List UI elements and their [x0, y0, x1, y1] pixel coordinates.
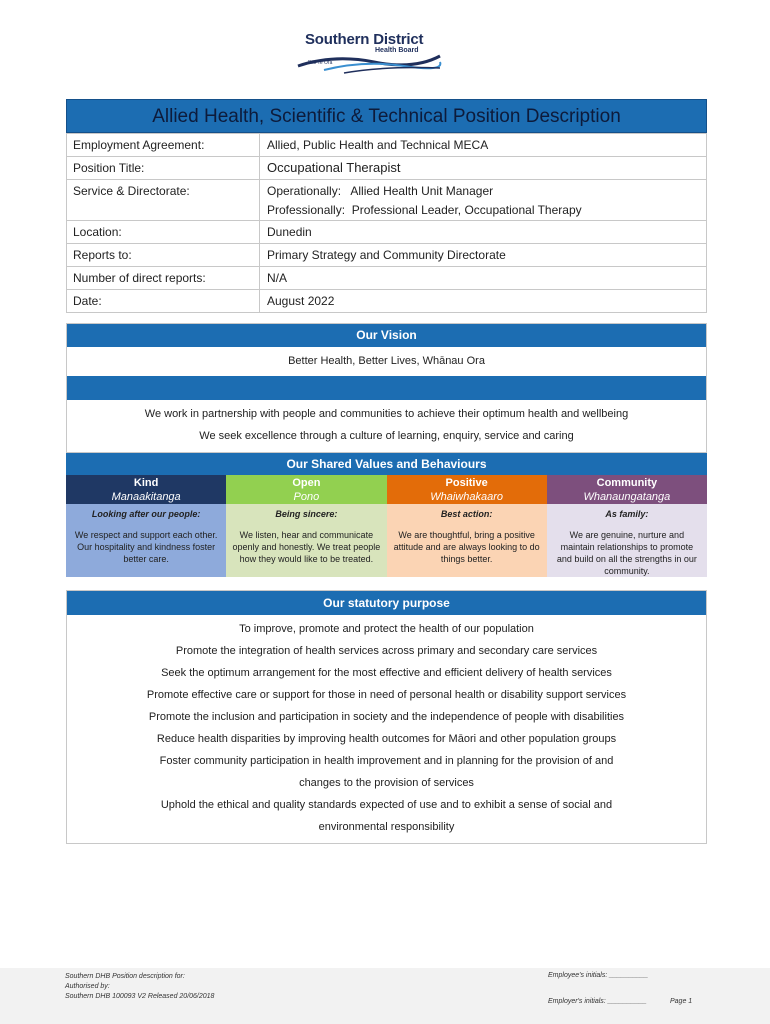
value-name: Kind: [133, 477, 159, 489]
value-text: We listen, hear and communicate openly and honestly. We treat people how they would like to be treated.: [232, 530, 381, 564]
purpose-list: [67, 615, 706, 838]
direct-reports-label: Number of direct reports:: [67, 267, 260, 290]
value-text: We are genuine, nurture and maintain relationships to promote and build on all the strengths in our community.: [556, 530, 697, 576]
value-body: [387, 504, 547, 577]
value-name: Positive: [445, 477, 488, 489]
list-item: To improve, promote and protect the health of our population: [239, 623, 534, 635]
vision-heading: Our Vision: [67, 324, 706, 347]
table-row: [67, 221, 707, 244]
list-item: changes to the provision of services: [299, 777, 474, 789]
reports-to-label: Reports to:: [67, 244, 260, 267]
logo-title: Southern District: [305, 31, 424, 48]
value-maori: Whanaungatanga: [583, 491, 671, 503]
purpose-section: [66, 590, 707, 844]
date-value: August 2022: [260, 290, 707, 313]
list-item: Reduce health disparities by improving health outcomes for Māori and other population groups: [156, 733, 617, 745]
purpose-heading: Our statutory purpose: [67, 591, 706, 615]
footer-description: Southern DHB Position description for:: [65, 973, 185, 980]
footer-release: Southern DHB 100093 V2 Released 20/06/2018: [65, 993, 215, 1000]
value-maori: Whaiwhakaaro: [430, 491, 503, 503]
list-item: Uphold the ethical and quality standards expected of use and to exhibit a sense of social and: [160, 799, 613, 811]
position-info-table: [66, 133, 707, 313]
table-row: [67, 157, 707, 180]
value-subheading: Looking after our people:: [91, 509, 201, 519]
sdhb-logo: [294, 28, 444, 74]
direct-reports-value: N/A: [260, 267, 707, 290]
document-title: Allied Health, Scientific & Technical Position Description: [152, 106, 621, 127]
value-maori: Manaakitanga: [111, 491, 181, 503]
value-subheading: As family:: [605, 509, 649, 519]
table-row: [67, 244, 707, 267]
service-operational: Operationally: Allied Health Unit Manager: [267, 184, 494, 198]
employer-initials: Employer's initials: __________: [548, 998, 647, 1005]
footer-left: [65, 972, 214, 1002]
value-header: [66, 475, 226, 504]
list-item: Foster community participation in health improvement and in planning for the provision of and: [159, 755, 614, 767]
mission-bar: [67, 376, 706, 400]
location-value: Dunedin: [260, 221, 707, 244]
value-header: [387, 475, 547, 504]
employee-initials: Employee's initials: __________: [548, 972, 649, 979]
value-text: We are thoughtful, bring a positive attitude and are always looking to do things better.: [393, 530, 540, 564]
footer-authorised: Authorised by:: [65, 983, 110, 990]
value-subheading: Best action:: [440, 509, 493, 519]
value-header: [547, 475, 707, 504]
service-value: [260, 180, 707, 221]
position-title-value: Occupational Therapist: [260, 157, 707, 180]
values-heading: Our Shared Values and Behaviours: [66, 453, 707, 475]
table-row: [67, 180, 707, 221]
list-item: Promote the inclusion and participation in society and the independence of people with disabilities: [148, 711, 625, 723]
table-row: [67, 134, 707, 157]
employment-agreement-value: Allied, Public Health and Technical MECA: [260, 134, 707, 157]
value-body: [66, 504, 226, 577]
value-header: [226, 475, 386, 504]
value-body: [547, 504, 707, 577]
mission-line-1: We work in partnership with people and communities to achieve their optimum health and wellbeing: [144, 408, 629, 420]
service-professional: Professionally: Professional Leader, Occupational Therapy: [267, 203, 582, 217]
vision-text: Better Health, Better Lives, Whānau Ora: [288, 355, 485, 367]
page-footer: [0, 968, 770, 1024]
table-row: [67, 267, 707, 290]
list-item: Seek the optimum arrangement for the most effective and efficient delivery of health services: [161, 667, 612, 679]
value-name: Community: [596, 477, 658, 489]
value-positive: [387, 475, 547, 577]
list-item: environmental responsibility: [318, 821, 455, 833]
date-label: Date:: [67, 290, 260, 313]
logo-subtitle: Health Board: [375, 47, 419, 54]
reports-to-value: Primary Strategy and Community Directorate: [260, 244, 707, 267]
value-community: [547, 475, 707, 577]
service-label: Service & Directorate:: [67, 180, 260, 221]
employment-agreement-label: Employment Agreement:: [67, 134, 260, 157]
value-subheading: Being sincere:: [275, 509, 338, 519]
list-item: Promote the integration of health services across primary and secondary care services: [175, 645, 598, 657]
position-title-label: Position Title:: [67, 157, 260, 180]
vision-section: [66, 323, 707, 453]
list-item: Promote effective care or support for those in need of personal health or disability support services: [146, 689, 627, 701]
value-body: [226, 504, 386, 577]
document-title-bar: [66, 99, 707, 133]
value-open: [226, 475, 386, 577]
value-text: We respect and support each other. Our hospitality and kindness foster better care.: [74, 530, 218, 564]
values-grid: [66, 475, 707, 577]
value-name: Open: [292, 477, 321, 489]
table-row: [67, 290, 707, 313]
page-number: Page 1: [670, 998, 693, 1005]
value-maori: Pono: [293, 491, 320, 503]
mission-line-2: We seek excellence through a culture of learning, enquiry, service and caring: [199, 430, 574, 442]
location-label: Location:: [67, 221, 260, 244]
logo-tagline: Piki Te Ora: [308, 60, 333, 66]
value-kind: [66, 475, 226, 577]
